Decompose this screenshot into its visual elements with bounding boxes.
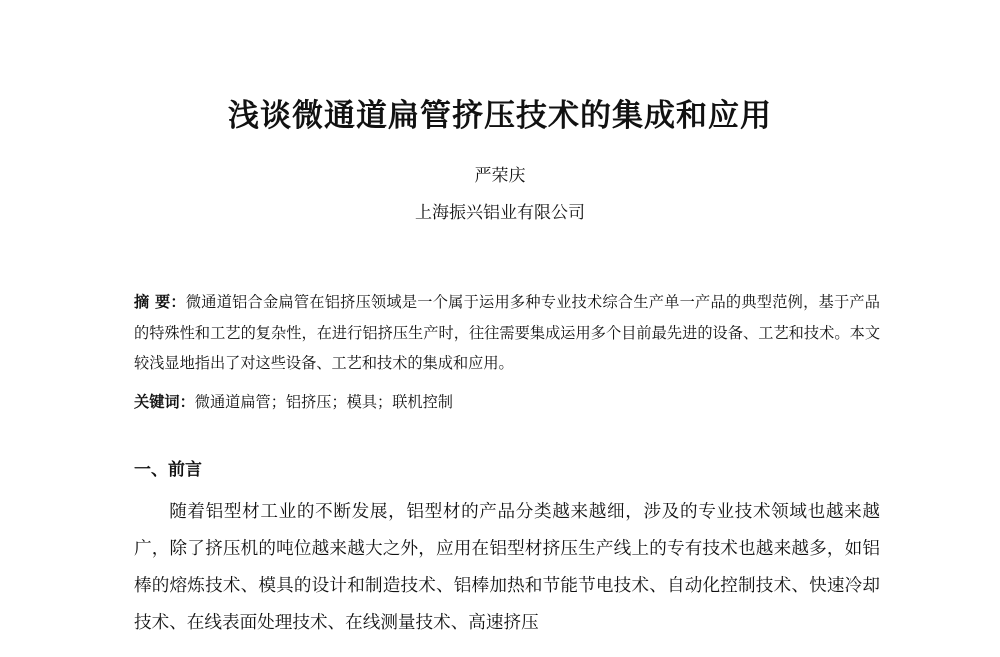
introduction-paragraph: 随着铝型材工业的不断发展，铝型材的产品分类越来越细，涉及的专业技术领域也越来越广，除了挤压机的吨位越来越大之外，应用在铝型材挤压生产线上的专有技术也越来越多，如铝棒的熔炼技术、模具的设计和制造技术、铝棒加热和节能节电技术、自动化控制技术、快速冷却技术、在线表面处理技术、在线测量技术、高速挤压: [134, 502, 880, 633]
abstract: [134, 287, 880, 379]
paper-title: 浅谈微通道扁管挤压技术的集成和应用: [228, 98, 772, 134]
keywords: [134, 390, 880, 414]
author-name: 严荣庆: [474, 166, 526, 186]
abstract-label: 摘 要：: [134, 293, 186, 311]
keywords-text: 微通道扁管；铝挤压；模具；联机控制: [194, 393, 453, 411]
section-heading-introduction: 一、前言: [134, 460, 202, 480]
keywords-label: 关键词：: [134, 393, 195, 411]
abstract-text: 微通道铝合金扁管在铝挤压领域是一个属于运用多种专业技术综合生产单一产品的典型范例，基于产品的特殊性和工艺的复杂性，在进行铝挤压生产时，往往需要集成运用多个目前最先进的设备、工艺和技术。本文较浅显地指出了对这些设备、工艺和技术的集成和应用。: [134, 293, 880, 372]
author-affiliation: 上海振兴铝业有限公司: [415, 203, 585, 223]
